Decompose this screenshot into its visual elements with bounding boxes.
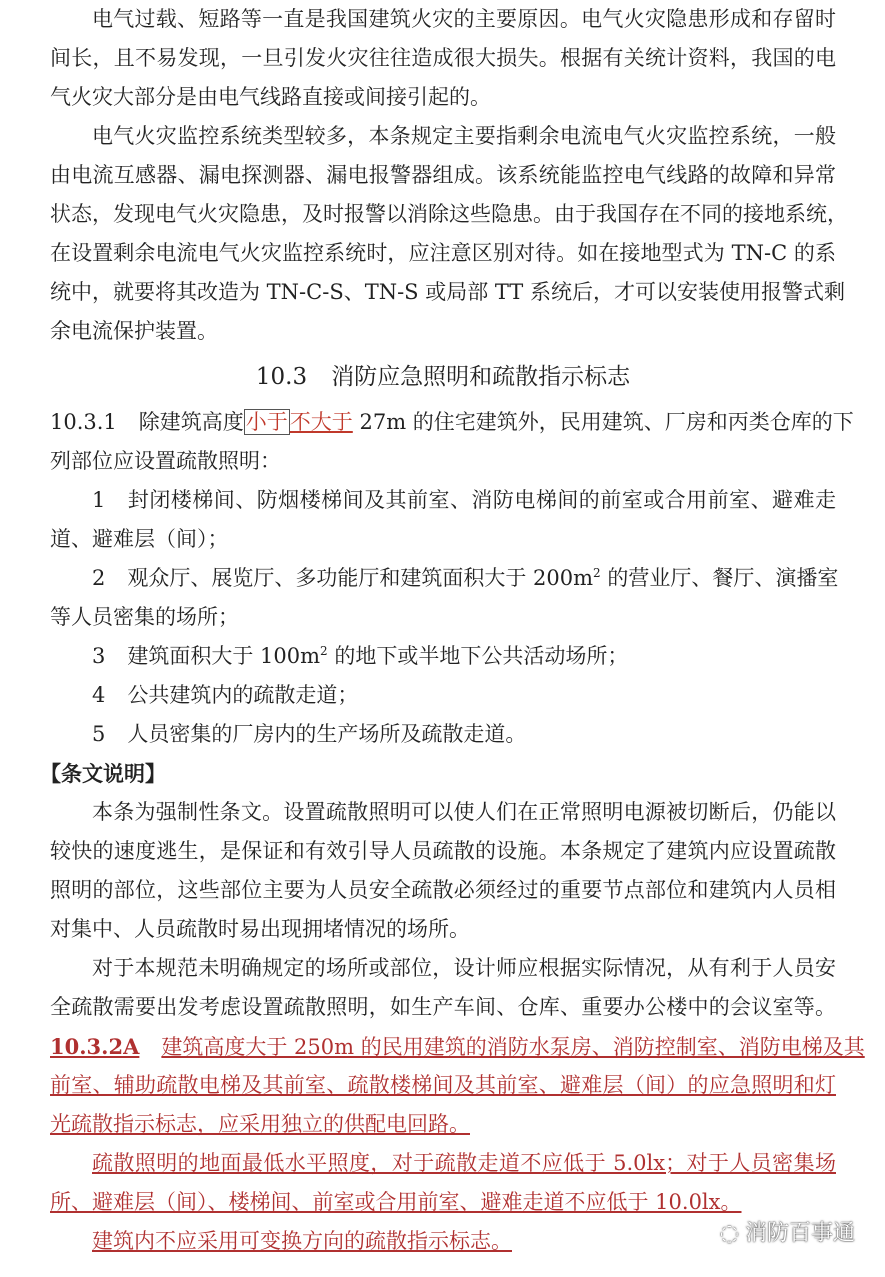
- list-item: [50, 715, 836, 754]
- text-line: 所、避难层（间）、楼梯间、前室或合用前室、避难走道不应低于 10.0lx。: [50, 1190, 742, 1214]
- text: 的营业厅、餐厅、演播室: [600, 566, 839, 590]
- clause-number: 10.3.2A: [50, 1034, 140, 1059]
- superscript: 2: [593, 566, 601, 580]
- section-title: 消防应急照明和疏散指示标志: [331, 364, 631, 390]
- text: 疏散照明的地面最低水平照度，对于疏散走道不应低于 5.0lx；对于人员密集场: [92, 1151, 836, 1175]
- text-line: 等人员密集的场所；: [50, 605, 239, 629]
- text: 公共建筑内的疏散走道；: [127, 683, 359, 707]
- text-line: [50, 1222, 836, 1261]
- list-item: [50, 637, 836, 676]
- text-line: 对于本规范未明确规定的场所或部位，设计师应根据实际情况，从有利于人员安: [92, 956, 836, 980]
- watermark: [720, 1216, 855, 1247]
- text-line: 电气过载、短路等一直是我国建筑火灾的主要原因。电气火灾隐患形成和存留时: [92, 7, 836, 31]
- list-item: [50, 481, 836, 520]
- text-line: 全疏散需要出发考虑设置疏散照明，如生产车间、仓库、重要办公楼中的会议室等。: [50, 995, 836, 1019]
- text: 除建筑高度: [138, 410, 244, 434]
- text-line: 前室、辅助疏散电梯及其前室、疏散楼梯间及其前室、避难层（间）的应急照明和灯: [50, 1073, 836, 1097]
- text-line: 余电流保护装置。: [50, 319, 218, 343]
- text-line: 对集中、人员疏散时易出现拥堵情况的场所。: [50, 917, 470, 941]
- inserted-text: 不大于: [289, 410, 353, 434]
- text-line: 本条为强制性条文。设置疏散照明可以使人们在正常照明电源被切断后，仍能以: [92, 800, 836, 824]
- text-line: 照明的部位，这些部位主要为人员安全疏散必须经过的重要节点部位和建筑内人员相: [50, 878, 836, 902]
- text: 27m 的住宅建筑外，民用建筑、厂房和丙类仓库的下: [352, 410, 854, 434]
- text: 建筑内不应采用可变换方向的疏散指示标志。: [92, 1229, 512, 1253]
- text: 人员密集的厂房内的生产场所及疏散走道。: [127, 722, 527, 746]
- text-line: 电气火灾监控系统类型较多，本条规定主要指剩余电流电气火灾监控系统，一般: [92, 124, 836, 148]
- text-line: 光疏散指示标志，应采用独立的供配电回路。: [50, 1112, 470, 1136]
- document-page: [40, 0, 865, 1261]
- item-number: 2: [92, 566, 106, 590]
- clause-number: 10.3.1: [50, 410, 117, 434]
- text: 建筑高度大于 250m 的民用建筑的消防水泵房、消防控制室、消防电梯及其: [161, 1035, 865, 1059]
- text: 观众厅、展览厅、多功能厅和建筑面积大于 200m: [127, 566, 594, 590]
- item-number: 3: [92, 644, 106, 668]
- text-line: 状态，发现电气火灾隐患，及时报警以消除这些隐患。由于我国存在不同的接地系统，: [50, 202, 848, 226]
- text-line: 统中，就要将其改造为 TN-C-S、TN-S 或局部 TT 系统后，才可以安装使用报警式剩: [50, 280, 845, 304]
- section-number: 10.3: [255, 364, 308, 390]
- wechat-icon: ◌: [719, 1221, 739, 1246]
- deleted-text: 小于: [245, 410, 288, 434]
- clause-1031-line: [50, 403, 854, 442]
- text: 建筑面积大于 100m: [127, 644, 321, 668]
- text-line: 气火灾大部分是由电气线路直接或间接引起的。: [50, 85, 491, 109]
- superscript: 2: [320, 644, 328, 658]
- watermark-text: 消防百事通: [744, 1221, 855, 1246]
- item-number: 4: [92, 683, 106, 707]
- text: 封闭楼梯间、防烟楼梯间及其前室、消防电梯间的前室或合用前室、避难走: [127, 488, 836, 512]
- text-line: 较快的速度逃生，是保证和有效引导人员疏散的设施。本条规定了建筑内应设置疏散: [50, 839, 836, 863]
- list-item: [50, 676, 836, 715]
- text-line: 间长，且不易发现，一旦引发火灾往往造成很大损失。根据有关统计资料，我国的电: [50, 46, 836, 70]
- item-number: 1: [92, 488, 106, 512]
- text-line: 道、避难层（间）；: [50, 527, 229, 551]
- text-line: [50, 1144, 836, 1183]
- list-item: [50, 559, 839, 598]
- explanation-title: 【条文说明】: [40, 761, 166, 786]
- text-line: 列部位应设置疏散照明：: [50, 449, 281, 473]
- text: 的地下或半地下公共活动场所；: [327, 644, 629, 668]
- section-heading: [50, 351, 836, 403]
- item-number: 5: [92, 722, 106, 746]
- text-line: 在设置剩余电流电气火灾监控系统时，应注意区别对待。如在接地型式为 TN-C 的系: [50, 241, 836, 265]
- clause-1032a-line: [50, 1027, 865, 1066]
- text-line: 由电流互感器、漏电探测器、漏电报警器组成。该系统能监控电气线路的故障和异常: [50, 163, 836, 187]
